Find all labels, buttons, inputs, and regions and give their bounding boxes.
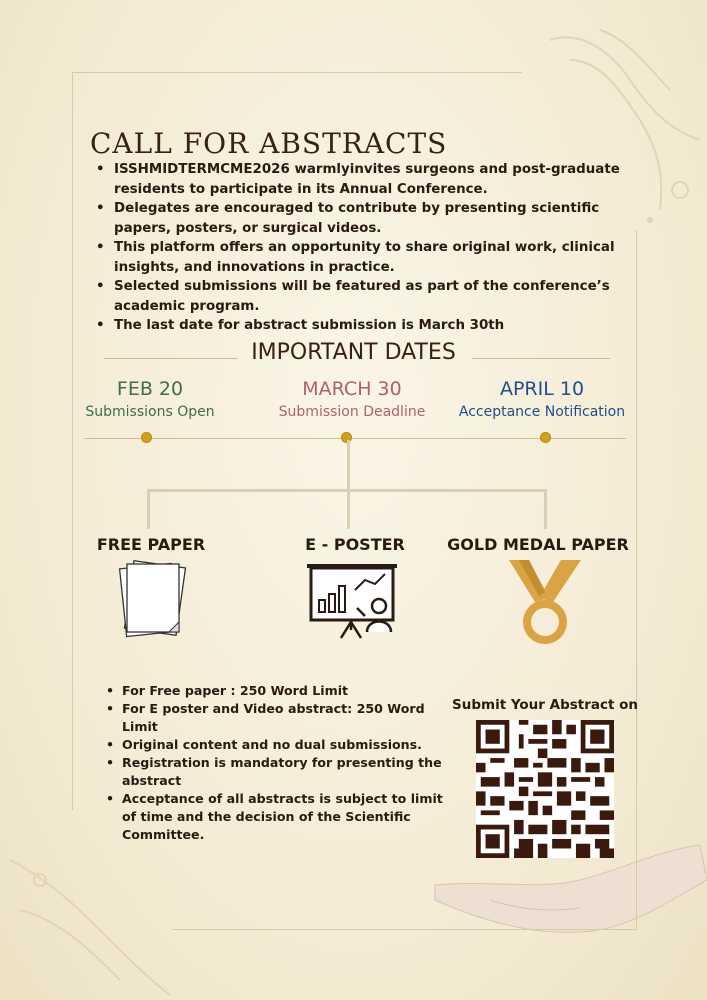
category-gold-medal-paper: GOLD MEDAL PAPER — [447, 535, 629, 554]
connector-line — [347, 440, 350, 490]
intro-bullet: • ISSHMIDTERMCME2026 warmlyinvites surgeons and post-graduate residents to participate in its Annual Conference. — [96, 160, 626, 199]
connector-line — [544, 489, 547, 529]
connector-line — [147, 489, 150, 529]
frame-line — [72, 72, 73, 810]
guideline-item: • Registration is mandatory for presenting the abstract — [106, 754, 456, 790]
frame-line — [172, 929, 637, 930]
date-value: MARCH 30 — [302, 378, 402, 400]
guideline-list — [106, 682, 456, 844]
frame-line — [72, 72, 522, 73]
paper-stack-icon — [115, 558, 190, 640]
guideline-item: • For E poster and Video abstract: 250 Word Limit — [106, 700, 456, 736]
date-item-april — [442, 378, 642, 420]
guideline-item: • For Free paper : 250 Word Limit — [106, 682, 456, 700]
presentation-board-icon — [305, 560, 401, 640]
intro-bullet: • The last date for abstract submission is March 30th — [96, 316, 626, 336]
important-dates-heading — [0, 340, 707, 365]
date-label: Submission Deadline — [278, 404, 426, 420]
qr-code-icon[interactable] — [476, 720, 614, 858]
page-title: CALL FOR ABSTRACTS — [90, 126, 448, 160]
submit-label: Submit Your Abstract on — [452, 697, 639, 713]
timeline-dot — [541, 433, 550, 442]
date-label: Submissions Open — [85, 404, 215, 420]
timeline-dot — [142, 433, 151, 442]
gold-medal-icon — [505, 558, 585, 648]
intro-bullet: • Delegates are encouraged to contribute by presenting scientific papers, posters, or surgical videos. — [96, 199, 626, 238]
date-value: APRIL 10 — [499, 378, 585, 400]
intro-bullet: • Selected submissions will be featured as part of the conference’s academic program. — [96, 277, 626, 316]
guideline-item: • Acceptance of all abstracts is subject to limit of time and the decision of the Scientific Committee. — [106, 790, 456, 844]
date-label: Acceptance Notification — [458, 404, 626, 420]
intro-bullet-list — [96, 160, 626, 336]
connector-line — [347, 489, 350, 529]
frame-line — [636, 230, 637, 930]
guideline-item: • Original content and no dual submissions. — [106, 736, 456, 754]
hand-decoration-icon — [0, 820, 180, 1000]
date-item-feb — [50, 378, 250, 420]
category-free-paper: FREE PAPER — [96, 535, 206, 554]
category-e-poster: E - POSTER — [305, 535, 405, 554]
intro-bullet: • This platform offers an opportunity to share original work, clinical insights, and innovations in practice. — [96, 238, 626, 277]
date-value: FEB 20 — [116, 378, 184, 400]
important-dates-heading-text: IMPORTANT DATES — [251, 340, 456, 365]
date-item-march — [252, 378, 452, 420]
